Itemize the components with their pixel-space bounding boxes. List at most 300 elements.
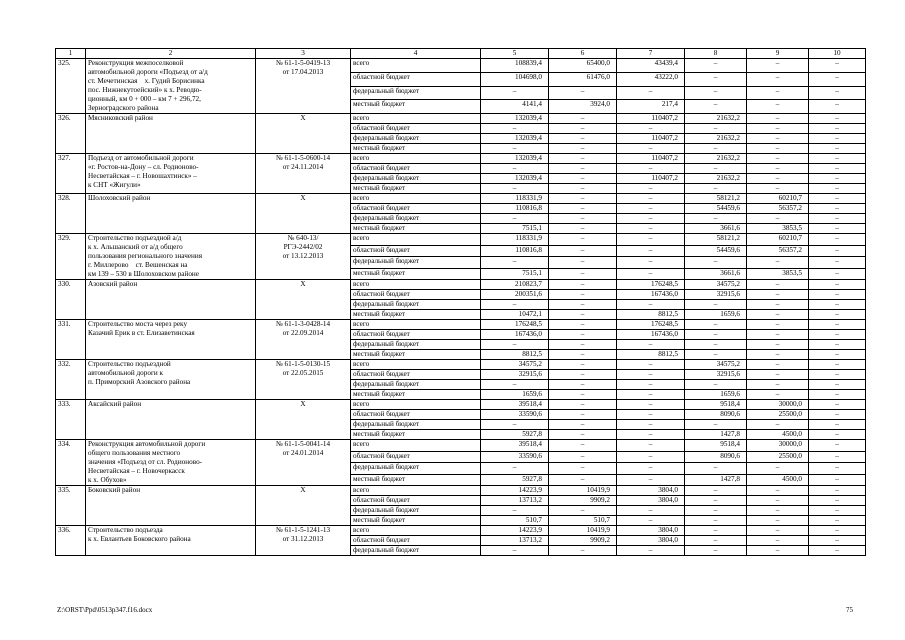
- document-reference: [256, 440, 351, 486]
- amount-cell: –: [809, 360, 866, 370]
- amount-cell: –: [617, 451, 685, 463]
- amount-cell: –: [747, 184, 809, 194]
- amount-cell: –: [549, 330, 617, 340]
- amount-cell: –: [617, 516, 685, 526]
- table-row: [56, 440, 866, 452]
- amount-cell: –: [617, 124, 685, 134]
- object-name-line: к х. Евлантьев Боковского района: [88, 535, 191, 543]
- column-number: 3: [256, 49, 351, 59]
- amount-cell: –: [617, 245, 685, 257]
- amount-cell: 110407,2: [617, 114, 685, 124]
- table-row: [56, 360, 866, 370]
- amount-cell: –: [809, 154, 866, 164]
- amount-cell: –: [481, 300, 549, 310]
- amount-cell: 34575,2: [481, 360, 549, 370]
- amount-cell: 3804,0: [617, 526, 685, 536]
- amount-cell: –: [617, 194, 685, 204]
- budget-table-sheet: [55, 48, 865, 556]
- amount-cell: –: [747, 257, 809, 269]
- amount-cell: –: [549, 134, 617, 144]
- amount-cell: 8812,5: [481, 350, 549, 360]
- amount-cell: –: [809, 320, 866, 330]
- amount-cell: –: [617, 234, 685, 246]
- amount-cell: 56357,2: [747, 204, 809, 214]
- document-reference: [256, 320, 351, 360]
- amount-cell: –: [685, 350, 747, 360]
- amount-cell: 132039,4: [481, 174, 549, 184]
- funding-source: федеральный бюджет: [351, 86, 481, 100]
- amount-cell: 110407,2: [617, 154, 685, 164]
- amount-cell: –: [747, 330, 809, 340]
- funding-source: местный бюджет: [351, 224, 481, 234]
- amount-cell: –: [549, 86, 617, 100]
- amount-cell: –: [549, 234, 617, 246]
- amount-cell: –: [617, 440, 685, 452]
- amount-cell: –: [481, 506, 549, 516]
- amount-cell: 39518,4: [481, 400, 549, 410]
- document-reference: [256, 360, 351, 400]
- amount-cell: 43222,0: [617, 72, 685, 86]
- amount-cell: –: [747, 59, 809, 73]
- document-reference-line: № 640-13/: [287, 234, 319, 242]
- object-name-line: «г. Ростов-на-Дону – сл. Родионово-: [88, 163, 199, 171]
- amount-cell: 54459,6: [685, 204, 747, 214]
- object-name-line: пос. Нижнекутоейский» к х. Реводю-: [88, 86, 202, 94]
- amount-cell: 9518,4: [685, 440, 747, 452]
- amount-cell: 54459,6: [685, 245, 747, 257]
- amount-cell: 10419,9: [549, 526, 617, 536]
- amount-cell: –: [617, 224, 685, 234]
- amount-cell: 33590,6: [481, 451, 549, 463]
- funding-source: всего: [351, 234, 481, 246]
- amount-cell: –: [549, 474, 617, 486]
- amount-cell: –: [617, 164, 685, 174]
- amount-cell: 1659,6: [685, 310, 747, 320]
- amount-cell: –: [685, 486, 747, 496]
- amount-cell: –: [685, 546, 747, 556]
- amount-cell: 9518,4: [685, 400, 747, 410]
- funding-source: местный бюджет: [351, 474, 481, 486]
- amount-cell: –: [549, 280, 617, 290]
- amount-cell: –: [809, 174, 866, 184]
- amount-cell: –: [685, 184, 747, 194]
- document-reference-line: № 61-1-5-1241-13: [275, 526, 331, 534]
- amount-cell: –: [549, 114, 617, 124]
- row-number: 331.: [56, 320, 86, 360]
- object-name-line: г. Миллерово ст. Вешенская на: [88, 261, 188, 269]
- amount-cell: –: [809, 340, 866, 350]
- amount-cell: –: [549, 224, 617, 234]
- object-name-line: Несветайская – г. Новочеркасск: [88, 467, 185, 475]
- amount-cell: –: [809, 164, 866, 174]
- object-name-line: общего пользования местного: [88, 449, 181, 457]
- funding-source: федеральный бюджет: [351, 340, 481, 350]
- amount-cell: –: [549, 400, 617, 410]
- object-name-line: Боковский район: [88, 486, 141, 494]
- funding-source: федеральный бюджет: [351, 300, 481, 310]
- amount-cell: –: [549, 390, 617, 400]
- budget-table: [55, 48, 866, 556]
- object-name: [86, 234, 256, 280]
- amount-cell: –: [809, 114, 866, 124]
- document-reference-line: Х: [300, 280, 306, 288]
- funding-source: областной бюджет: [351, 330, 481, 340]
- funding-source: федеральный бюджет: [351, 214, 481, 224]
- funding-source: федеральный бюджет: [351, 257, 481, 269]
- object-name-line: Аксайский район: [88, 400, 142, 408]
- funding-source: всего: [351, 280, 481, 290]
- amount-cell: 21632,2: [685, 154, 747, 164]
- amount-cell: 118331,9: [481, 234, 549, 246]
- row-number: 333.: [56, 400, 86, 440]
- amount-cell: –: [481, 340, 549, 350]
- amount-cell: –: [617, 546, 685, 556]
- amount-cell: 10419,9: [549, 486, 617, 496]
- document-reference-line: Х: [300, 486, 306, 494]
- amount-cell: –: [685, 463, 747, 475]
- amount-cell: –: [481, 86, 549, 100]
- amount-cell: –: [685, 124, 747, 134]
- row-number: 336.: [56, 526, 86, 556]
- amount-cell: –: [617, 390, 685, 400]
- funding-source: областной бюджет: [351, 245, 481, 257]
- object-name-line: автомобильной дороги «Подъезд от а/д: [88, 68, 208, 76]
- amount-cell: –: [809, 204, 866, 214]
- funding-source: всего: [351, 154, 481, 164]
- amount-cell: –: [809, 268, 866, 280]
- amount-cell: –: [747, 536, 809, 546]
- amount-cell: 32915,6: [685, 370, 747, 380]
- amount-cell: 167436,0: [481, 330, 549, 340]
- amount-cell: –: [747, 114, 809, 124]
- amount-cell: –: [481, 144, 549, 154]
- column-number: 7: [617, 49, 685, 59]
- amount-cell: –: [809, 451, 866, 463]
- funding-source: федеральный бюджет: [351, 506, 481, 516]
- amount-cell: 25500,0: [747, 451, 809, 463]
- object-name-line: Шолоховский район: [88, 194, 151, 202]
- funding-source: областной бюджет: [351, 164, 481, 174]
- amount-cell: –: [617, 214, 685, 224]
- amount-cell: 9909,2: [549, 536, 617, 546]
- column-number: 10: [809, 49, 866, 59]
- document-reference: [256, 486, 351, 526]
- amount-cell: –: [809, 214, 866, 224]
- amount-cell: –: [809, 300, 866, 310]
- amount-cell: 3853,5: [747, 224, 809, 234]
- amount-cell: –: [747, 72, 809, 86]
- amount-cell: –: [747, 310, 809, 320]
- amount-cell: –: [747, 546, 809, 556]
- amount-cell: 8812,5: [617, 350, 685, 360]
- document-reference-line: от 24.11.2014: [282, 163, 324, 171]
- funding-source: всего: [351, 526, 481, 536]
- amount-cell: –: [747, 420, 809, 430]
- amount-cell: –: [549, 380, 617, 390]
- amount-cell: –: [685, 300, 747, 310]
- amount-cell: 167436,0: [617, 330, 685, 340]
- amount-cell: 13713,2: [481, 496, 549, 506]
- amount-cell: –: [685, 380, 747, 390]
- amount-cell: –: [809, 516, 866, 526]
- amount-cell: –: [747, 124, 809, 134]
- object-name-line: Подъезд от автомобильной дороги: [88, 154, 194, 162]
- amount-cell: –: [747, 86, 809, 100]
- object-name-line: автомобильной дороги к: [88, 369, 164, 377]
- amount-cell: 4500,0: [747, 474, 809, 486]
- amount-cell: –: [747, 164, 809, 174]
- document-reference-line: от 17.04.2013: [282, 68, 324, 76]
- column-number-row: [56, 49, 866, 59]
- amount-cell: –: [809, 463, 866, 475]
- amount-cell: –: [809, 370, 866, 380]
- amount-cell: 132039,4: [481, 154, 549, 164]
- amount-cell: –: [747, 526, 809, 536]
- amount-cell: –: [549, 546, 617, 556]
- object-name: [86, 400, 256, 440]
- amount-cell: –: [809, 440, 866, 452]
- amount-cell: –: [809, 420, 866, 430]
- amount-cell: 510,7: [549, 516, 617, 526]
- document-reference: [256, 59, 351, 114]
- amount-cell: –: [549, 204, 617, 214]
- column-number: 2: [86, 49, 256, 59]
- table-row: [56, 234, 866, 246]
- column-number: 8: [685, 49, 747, 59]
- amount-cell: –: [809, 194, 866, 204]
- amount-cell: 7515,1: [481, 224, 549, 234]
- funding-source: местный бюджет: [351, 516, 481, 526]
- amount-cell: 60210,7: [747, 194, 809, 204]
- amount-cell: 4141,4: [481, 100, 549, 114]
- amount-cell: 61476,0: [549, 72, 617, 86]
- amount-cell: –: [809, 245, 866, 257]
- document-reference-line: № 61-1-5-0600-14: [275, 154, 331, 162]
- footer-file-path: Z:\ORST\Ppd\0513p347.f16.docx: [57, 606, 153, 614]
- amount-cell: –: [549, 144, 617, 154]
- document-reference: [256, 280, 351, 320]
- amount-cell: 110407,2: [617, 174, 685, 184]
- amount-cell: 58121,2: [685, 234, 747, 246]
- amount-cell: 118331,9: [481, 194, 549, 204]
- amount-cell: –: [617, 430, 685, 440]
- amount-cell: –: [617, 420, 685, 430]
- funding-source: федеральный бюджет: [351, 420, 481, 430]
- amount-cell: 65400,0: [549, 59, 617, 73]
- amount-cell: 1427,8: [685, 430, 747, 440]
- column-number: 5: [481, 49, 549, 59]
- amount-cell: 14223,9: [481, 526, 549, 536]
- document-reference: [256, 154, 351, 194]
- object-name-line: Строительство моста через реку: [88, 320, 188, 328]
- funding-source: всего: [351, 400, 481, 410]
- amount-cell: –: [809, 72, 866, 86]
- funding-source: местный бюджет: [351, 184, 481, 194]
- amount-cell: –: [549, 440, 617, 452]
- amount-cell: –: [549, 350, 617, 360]
- amount-cell: 5927,8: [481, 474, 549, 486]
- funding-source: всего: [351, 59, 481, 73]
- amount-cell: –: [549, 268, 617, 280]
- amount-cell: –: [685, 257, 747, 269]
- amount-cell: 10472,1: [481, 310, 549, 320]
- column-number: 4: [351, 49, 481, 59]
- amount-cell: –: [809, 330, 866, 340]
- amount-cell: –: [685, 86, 747, 100]
- amount-cell: 176248,5: [617, 320, 685, 330]
- amount-cell: 3661,6: [685, 268, 747, 280]
- document-reference: [256, 194, 351, 234]
- amount-cell: –: [809, 290, 866, 300]
- object-name: [86, 280, 256, 320]
- funding-source: местный бюджет: [351, 310, 481, 320]
- amount-cell: 132039,4: [481, 134, 549, 144]
- object-name-line: Строительство подъездной: [88, 360, 171, 368]
- document-reference: [256, 526, 351, 556]
- amount-cell: –: [685, 536, 747, 546]
- amount-cell: –: [809, 134, 866, 144]
- amount-cell: –: [617, 463, 685, 475]
- amount-cell: –: [809, 506, 866, 516]
- row-number: 332.: [56, 360, 86, 400]
- amount-cell: –: [685, 100, 747, 114]
- document-reference-line: № 61-1-3-0428-14: [275, 320, 331, 328]
- object-name-line: Строительство подъезда: [88, 526, 163, 534]
- amount-cell: –: [685, 330, 747, 340]
- table-row: [56, 526, 866, 536]
- object-name-line: Казачий Ерик в ст. Елизаветинская: [88, 329, 195, 337]
- object-name-line: к СНТ «Жигули»: [88, 181, 141, 189]
- amount-cell: –: [809, 86, 866, 100]
- row-number: 327.: [56, 154, 86, 194]
- object-name: [86, 59, 256, 114]
- amount-cell: 3804,0: [617, 486, 685, 496]
- amount-cell: 110407,2: [617, 134, 685, 144]
- amount-cell: –: [481, 124, 549, 134]
- amount-cell: –: [685, 506, 747, 516]
- amount-cell: 4500,0: [747, 430, 809, 440]
- amount-cell: 210823,7: [481, 280, 549, 290]
- amount-cell: –: [809, 546, 866, 556]
- amount-cell: 3661,6: [685, 224, 747, 234]
- amount-cell: 1427,8: [685, 474, 747, 486]
- object-name: [86, 526, 256, 556]
- funding-source: всего: [351, 360, 481, 370]
- amount-cell: 21632,2: [685, 174, 747, 184]
- amount-cell: –: [747, 280, 809, 290]
- row-number: 325.: [56, 59, 86, 114]
- amount-cell: 60210,7: [747, 234, 809, 246]
- amount-cell: 8090,6: [685, 410, 747, 420]
- amount-cell: 30000,0: [747, 400, 809, 410]
- amount-cell: –: [809, 496, 866, 506]
- amount-cell: –: [617, 474, 685, 486]
- amount-cell: –: [809, 536, 866, 546]
- amount-cell: –: [809, 350, 866, 360]
- amount-cell: 108839,4: [481, 59, 549, 73]
- amount-cell: 5927,8: [481, 430, 549, 440]
- amount-cell: 39518,4: [481, 440, 549, 452]
- amount-cell: –: [549, 245, 617, 257]
- funding-source: всего: [351, 486, 481, 496]
- amount-cell: –: [747, 174, 809, 184]
- amount-cell: –: [747, 214, 809, 224]
- amount-cell: –: [809, 224, 866, 234]
- funding-source: местный бюджет: [351, 430, 481, 440]
- funding-source: федеральный бюджет: [351, 174, 481, 184]
- row-number: 326.: [56, 114, 86, 154]
- amount-cell: –: [549, 370, 617, 380]
- amount-cell: –: [617, 257, 685, 269]
- object-name-line: ционный, км 0 + 000 – км 7 + 296,72,: [88, 95, 201, 103]
- amount-cell: –: [617, 370, 685, 380]
- amount-cell: 21632,2: [685, 134, 747, 144]
- amount-cell: 13713,2: [481, 536, 549, 546]
- table-row: [56, 59, 866, 73]
- amount-cell: 34575,2: [685, 360, 747, 370]
- amount-cell: –: [685, 526, 747, 536]
- funding-source: областной бюджет: [351, 370, 481, 380]
- amount-cell: –: [809, 430, 866, 440]
- column-number: 1: [56, 49, 86, 59]
- amount-cell: –: [481, 420, 549, 430]
- amount-cell: –: [481, 546, 549, 556]
- amount-cell: –: [809, 100, 866, 114]
- amount-cell: 32915,6: [685, 290, 747, 300]
- amount-cell: –: [747, 134, 809, 144]
- document-reference-line: от 22.09.2014: [282, 329, 324, 337]
- row-number: 328.: [56, 194, 86, 234]
- amount-cell: –: [809, 124, 866, 134]
- amount-cell: –: [617, 506, 685, 516]
- document-reference-line: от 31.12.2013: [282, 535, 324, 543]
- funding-source: федеральный бюджет: [351, 134, 481, 144]
- amount-cell: 14223,9: [481, 486, 549, 496]
- amount-cell: 132039,4: [481, 114, 549, 124]
- amount-cell: –: [685, 516, 747, 526]
- amount-cell: 3804,0: [617, 496, 685, 506]
- object-name-line: ст. Мечетинская х. Гудий Борисинка: [88, 77, 205, 85]
- amount-cell: –: [549, 300, 617, 310]
- amount-cell: –: [809, 400, 866, 410]
- object-name-line: к х. Альшанский от а/д общего: [88, 243, 183, 251]
- amount-cell: –: [809, 144, 866, 154]
- object-name: [86, 360, 256, 400]
- object-name-line: к х. Обухов»: [88, 476, 127, 484]
- document-reference-line: № 61-1-5-0041-14: [275, 440, 331, 448]
- amount-cell: –: [685, 214, 747, 224]
- amount-cell: 21632,2: [685, 114, 747, 124]
- amount-cell: –: [481, 257, 549, 269]
- amount-cell: –: [685, 340, 747, 350]
- document-reference: [256, 400, 351, 440]
- funding-source: местный бюджет: [351, 350, 481, 360]
- funding-source: всего: [351, 320, 481, 330]
- table-row: [56, 486, 866, 496]
- amount-cell: –: [617, 380, 685, 390]
- document-reference: [256, 234, 351, 280]
- amount-cell: 104698,0: [481, 72, 549, 86]
- amount-cell: –: [617, 86, 685, 100]
- amount-cell: –: [809, 310, 866, 320]
- amount-cell: –: [481, 214, 549, 224]
- object-name-line: Реконструкция автомобильной дороги: [88, 440, 206, 448]
- amount-cell: –: [549, 290, 617, 300]
- amount-cell: –: [549, 451, 617, 463]
- amount-cell: –: [617, 204, 685, 214]
- amount-cell: 1659,6: [685, 390, 747, 400]
- funding-source: областной бюджет: [351, 72, 481, 86]
